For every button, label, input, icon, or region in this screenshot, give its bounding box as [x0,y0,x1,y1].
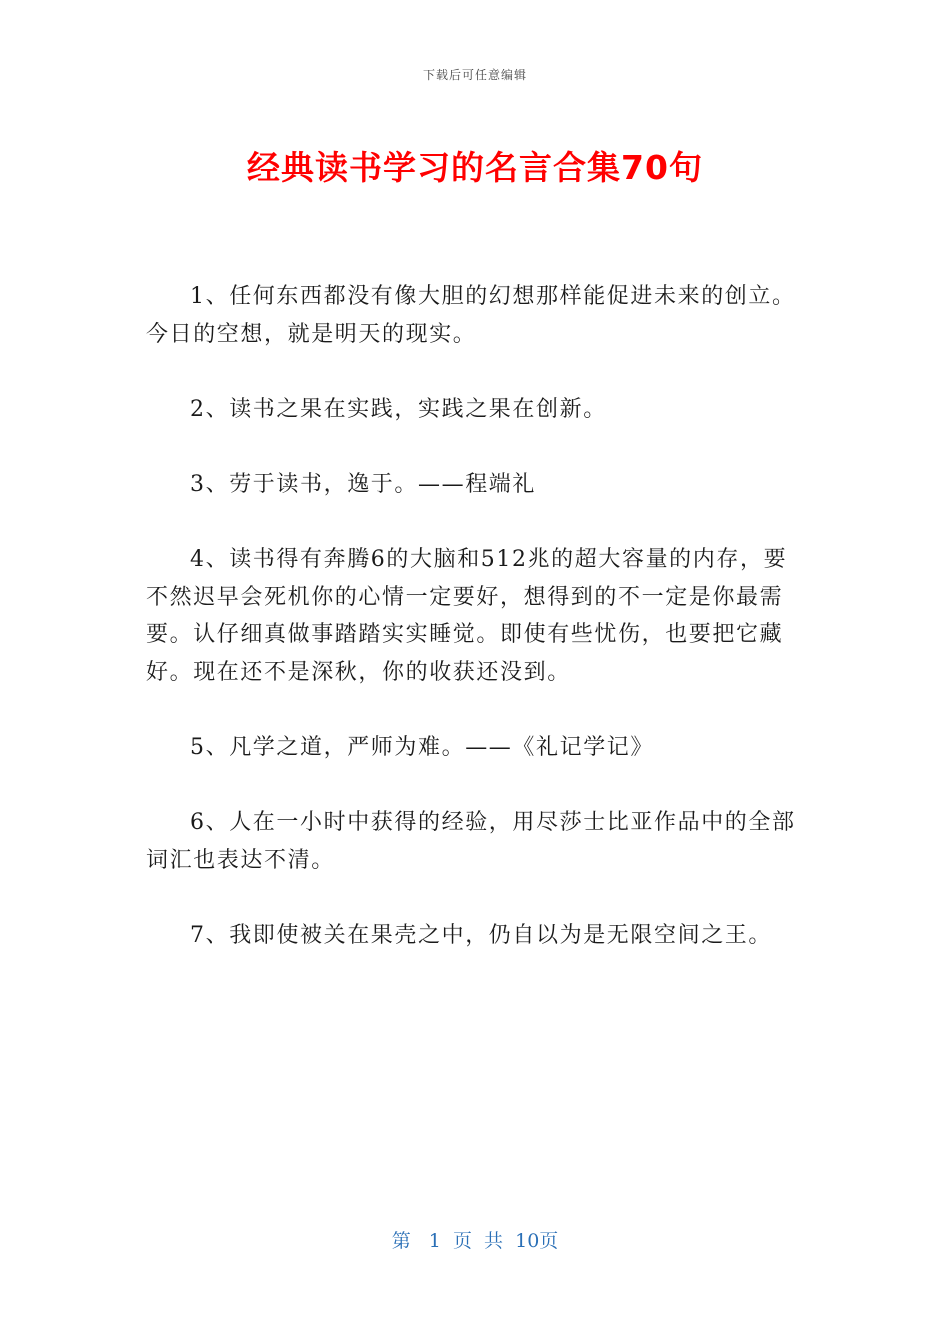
quote-paragraph-2: 2、读书之果在实践，实践之果在创新。 [190,396,607,422]
page-footer [0,1226,950,1253]
document-title: 经典读书学习的名言合集70句 [247,148,703,187]
quote-paragraph-5: 5、凡学之道，严师为难。——《礼记学记》 [190,735,654,761]
quote-paragraph-4: 4、读书得有奔腾6的大脑和512兆的超大容量的内存，要不然迟早会死机你的心情一定要好，想得到的不一定是你最需要。认仔细真做事踏踏实实睡觉。即使有些忧伤，也要把它藏好。现在还不是深秋，你的收获还没到。 [146,547,788,685]
quote-paragraph-3: 3、劳于读书，逸于。——程端礼 [190,471,536,497]
quote-paragraph-6: 6、人在一小时中获得的经验，用尽莎士比亚作品中的全部词汇也表达不清。 [146,810,796,873]
document-body [146,278,810,992]
quote-paragraph-1: 1、任何东西都没有像大胆的幻想那样能促进未来的创立。今日的空想，就是明天的现实。 [146,284,796,347]
header-note: 下载后可任意编辑 [422,68,527,82]
quote-paragraph-7: 7、我即使被关在果壳之中，仍自以为是无限空间之王。 [190,923,772,949]
page-number: 第 1 页 共 10页 [391,1230,559,1252]
